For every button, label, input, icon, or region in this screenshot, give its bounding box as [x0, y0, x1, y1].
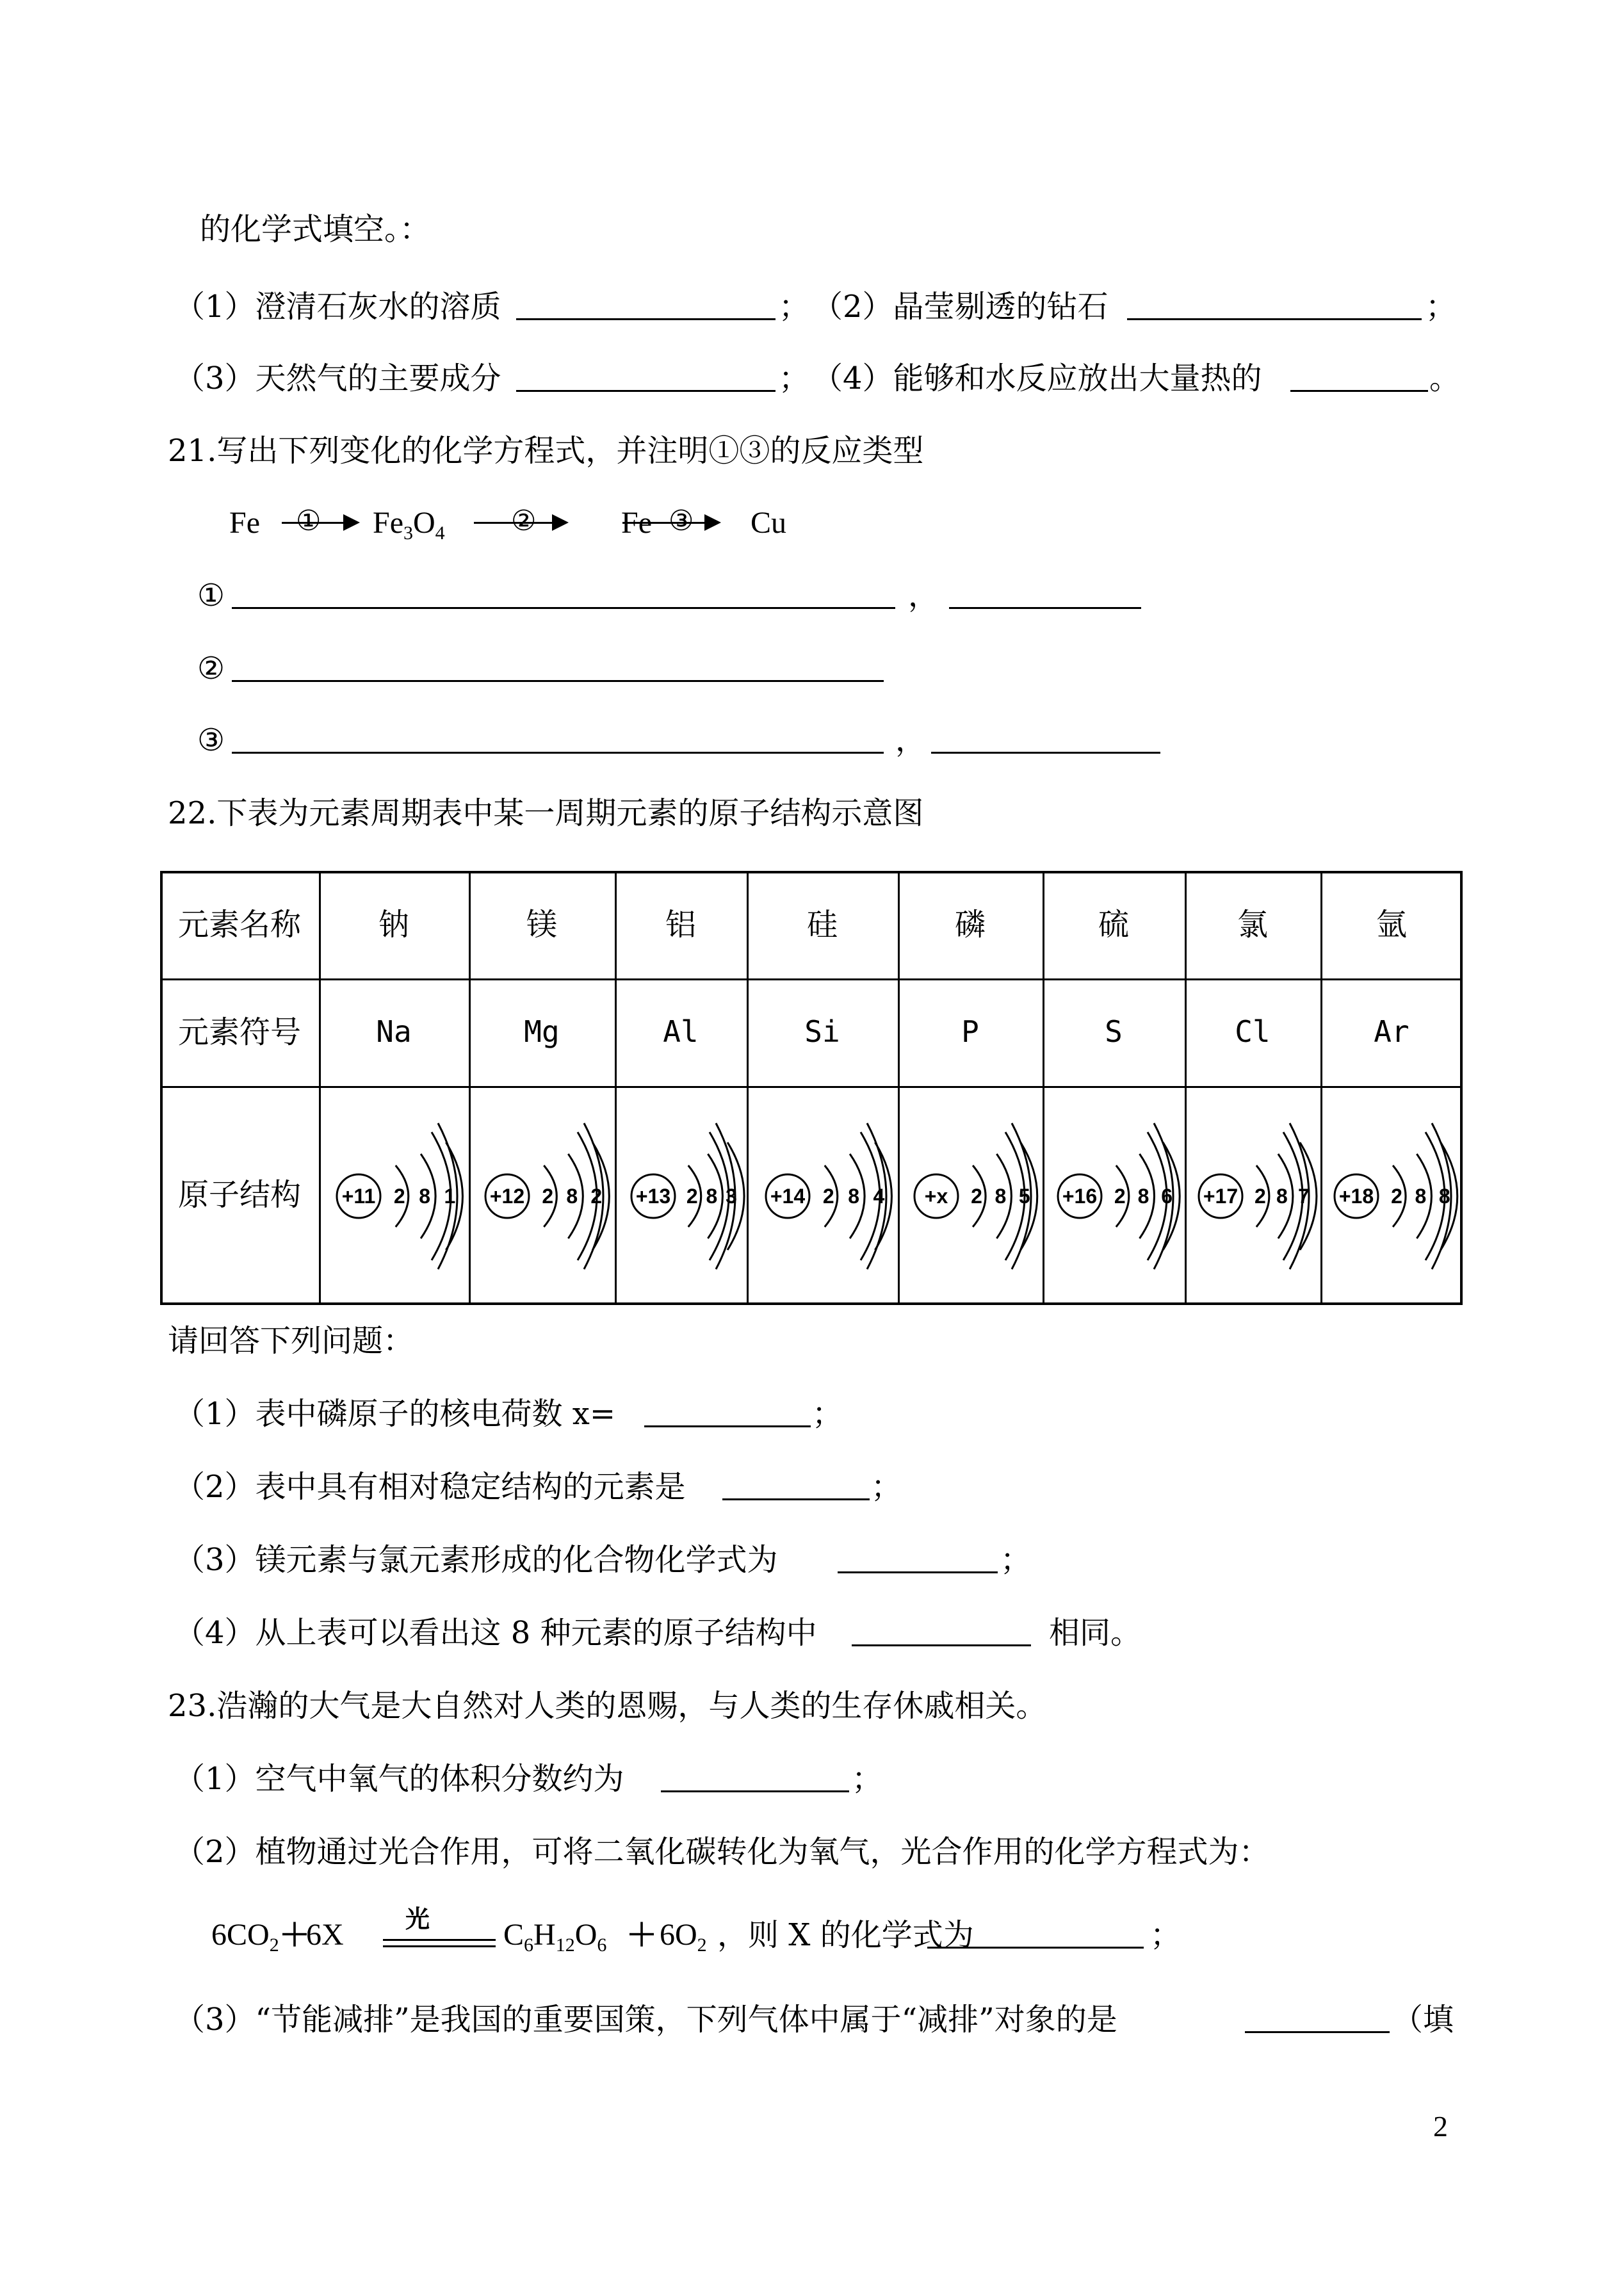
q21-line-1-mark: ①	[197, 578, 225, 613]
equation-o2: $6O_2$	[660, 1918, 707, 1956]
electron-count: 8	[995, 1185, 1007, 1208]
q22-prompt: 请回答下列问题：	[168, 1323, 414, 1359]
q23-question-1-blank[interactable]	[661, 1790, 849, 1792]
equation-question: ，则 X 的化学式为	[717, 1917, 974, 1953]
table-hline-2	[160, 1086, 1463, 1088]
electron-count: 2	[1255, 1185, 1266, 1208]
q22-question-2: （2）表中具有相对稳定结构的元素是	[174, 1469, 686, 1505]
chain-fe-2: Fe	[621, 506, 652, 540]
atom-diagram-cl	[1195, 1113, 1319, 1279]
q20-item-3-end: ；	[779, 361, 810, 396]
equation-plus-2: ＋	[626, 1917, 658, 1953]
equation-bar-top	[383, 1939, 496, 1941]
q22-question-3: （3）镁元素与氯元素形成的化合物化学式为	[174, 1542, 778, 1578]
electron-count: 8	[1137, 1185, 1149, 1208]
equation-glucose: $C_6H_{12}O_6$	[503, 1918, 607, 1956]
q20-item-1-blank[interactable]	[516, 318, 775, 320]
equation-plus-1: ＋	[279, 1917, 311, 1953]
arrow-3-head	[704, 514, 721, 531]
atom-diagram-na	[333, 1113, 467, 1279]
q21-line-2-blank[interactable]	[232, 680, 884, 682]
atom-diagram-si	[762, 1113, 897, 1279]
electron-count: 2	[590, 1185, 603, 1208]
element-symbol: Al	[663, 1014, 699, 1049]
element-name: 氯	[1237, 907, 1268, 943]
atom-diagram-mg	[482, 1113, 613, 1279]
q20-item-4-end: 。	[1429, 361, 1461, 396]
q22-question-1: （1）表中磷原子的核电荷数 x=	[174, 1396, 616, 1432]
element-symbol: Mg	[524, 1014, 560, 1049]
q20-item-4-label: （4）能够和水反应放出大量热的	[812, 361, 1262, 396]
q20-item-2-end: ；	[1425, 289, 1457, 325]
row-label-name: 元素名称	[177, 907, 301, 943]
q21-title: 21.写出下列变化的化学方程式，并注明①③的反应类型	[168, 433, 924, 469]
element-name: 钠	[378, 907, 409, 943]
electron-count: 8	[1415, 1185, 1427, 1208]
table-hline-1	[160, 978, 1463, 980]
electron-count: 8	[1276, 1185, 1288, 1208]
q21-line-3-comma: ，	[895, 722, 927, 758]
q21-line-1-type-blank[interactable]	[949, 607, 1141, 609]
element-name: 铝	[665, 907, 696, 943]
q23-question-3: （3）“节能减排”是我国的重要国策，下列气体中属于“减排”对象的是	[174, 2002, 1117, 2038]
element-symbol: Na	[376, 1014, 412, 1049]
electron-count: 2	[971, 1185, 982, 1208]
q22-question-1-blank[interactable]	[644, 1425, 811, 1427]
electron-count: 8	[419, 1185, 430, 1208]
equation-co2: $6CO_2$	[211, 1918, 279, 1956]
electron-count: 6	[1161, 1185, 1173, 1208]
q23-question-2: （2）植物通过光合作用，可将二氧化碳转化为氧气，光合作用的化学方程式为：	[174, 1834, 1270, 1870]
element-name: 氩	[1376, 907, 1407, 943]
q22-question-4-end: 相同。	[1049, 1615, 1142, 1651]
step-1-label: ①	[296, 505, 321, 537]
q23-question-3-blank[interactable]	[1245, 2031, 1390, 2033]
nucleus-charge: +16	[1062, 1185, 1098, 1208]
equation-condition: 光	[405, 1904, 430, 1933]
q21-line-1-comma: ，	[908, 578, 939, 613]
electron-count: 8	[1438, 1185, 1450, 1208]
atom-diagram-ar	[1331, 1113, 1461, 1279]
atom-diagram-s	[1054, 1113, 1183, 1279]
nucleus-charge: +14	[770, 1185, 806, 1208]
arrow-2-head	[552, 514, 569, 531]
q22-question-3-blank[interactable]	[838, 1571, 998, 1573]
element-name: 磷	[954, 907, 986, 943]
arrow-1-head	[343, 514, 360, 531]
step-2-label: ②	[511, 505, 537, 537]
q20-item-1-end: ；	[779, 289, 810, 325]
q20-item-3-label: （3）天然气的主要成分	[174, 361, 501, 396]
q20-item-2-label: （2）晶莹剔透的钻石	[812, 289, 1108, 325]
electron-count: 8	[706, 1185, 718, 1208]
electron-count: 8	[848, 1185, 859, 1208]
electron-count: 8	[566, 1185, 578, 1208]
q20-item-4-blank[interactable]	[1290, 390, 1428, 392]
element-symbol: P	[961, 1014, 979, 1049]
page-number: 2	[1433, 2110, 1448, 2143]
chain-cu: Cu	[751, 506, 787, 540]
step-3-label: ③	[669, 505, 694, 537]
element-name: 硫	[1098, 907, 1129, 943]
electron-count: 2	[393, 1185, 405, 1208]
electron-count: 3	[726, 1185, 737, 1208]
atom-diagram-al	[628, 1113, 745, 1279]
element-symbol: Si	[804, 1014, 840, 1049]
element-name: 硅	[806, 907, 838, 943]
equation-end: ；	[1150, 1917, 1181, 1953]
q21-line-3-mark: ③	[197, 722, 225, 758]
electron-count: 2	[542, 1185, 554, 1208]
q22-title: 22.下表为元素周期表中某一周期元素的原子结构示意图	[168, 795, 924, 831]
element-symbol: S	[1105, 1014, 1123, 1049]
electron-count: 2	[822, 1185, 834, 1208]
element-name: 镁	[526, 907, 557, 943]
intro-text: 的化学式填空。：	[200, 211, 431, 247]
q20-item-3-blank[interactable]	[516, 390, 775, 392]
equation-bar-bottom	[383, 1945, 496, 1947]
q20-item-2-blank[interactable]	[1127, 318, 1422, 320]
q23-question-1: （1）空气中氧气的体积分数约为	[174, 1761, 624, 1797]
electron-count: 4	[873, 1185, 885, 1208]
q21-line-1-blank[interactable]	[232, 607, 895, 609]
q21-line-2-mark: ②	[197, 651, 225, 686]
nucleus-charge: +12	[489, 1185, 525, 1208]
electron-count: 2	[686, 1185, 698, 1208]
row-label-structure: 原子结构	[177, 1177, 301, 1213]
atom-diagram-p	[911, 1113, 1041, 1279]
q21-line-3-blank[interactable]	[232, 752, 884, 754]
nucleus-charge: +x	[924, 1185, 948, 1208]
electron-count: 2	[1114, 1185, 1126, 1208]
chain-fe3o4: $Fe_3O_4$	[373, 506, 445, 544]
electron-count: 7	[1298, 1185, 1310, 1208]
row-label-symbol: 元素符号	[177, 1014, 301, 1050]
q23-title: 23.浩瀚的大气是大自然对人类的恩赐，与人类的生存休戚相关。	[168, 1688, 1047, 1724]
q22-question-4: （4）从上表可以看出这 8 种元素的原子结构中	[174, 1615, 817, 1651]
nucleus-charge: +17	[1203, 1185, 1238, 1208]
nucleus-charge: +18	[1338, 1185, 1374, 1208]
q23-question-3-end: （填	[1392, 2002, 1454, 2038]
q23-question-1-end: ；	[852, 1761, 883, 1797]
q22-question-2-blank[interactable]	[722, 1498, 870, 1500]
nucleus-charge: +11	[341, 1185, 376, 1208]
q21-line-3-type-blank[interactable]	[931, 752, 1160, 754]
element-symbol: Cl	[1235, 1014, 1271, 1049]
element-symbol: Ar	[1374, 1014, 1409, 1049]
nucleus-charge: +13	[635, 1185, 671, 1208]
electron-count: 2	[1391, 1185, 1402, 1208]
q22-question-3-end: ；	[1000, 1542, 1032, 1578]
q22-question-2-end: ；	[871, 1469, 902, 1505]
q20-item-1-label: （1）澄清石灰水的溶质	[174, 289, 501, 325]
q22-question-1-end: ；	[812, 1396, 843, 1432]
equation-x: 6X	[306, 1918, 344, 1952]
q22-question-4-blank[interactable]	[852, 1644, 1031, 1646]
equation-x-blank[interactable]	[927, 1947, 1144, 1949]
electron-count: 5	[1018, 1185, 1030, 1208]
chain-fe-1: Fe	[229, 506, 260, 540]
electron-count: 1	[444, 1185, 456, 1208]
